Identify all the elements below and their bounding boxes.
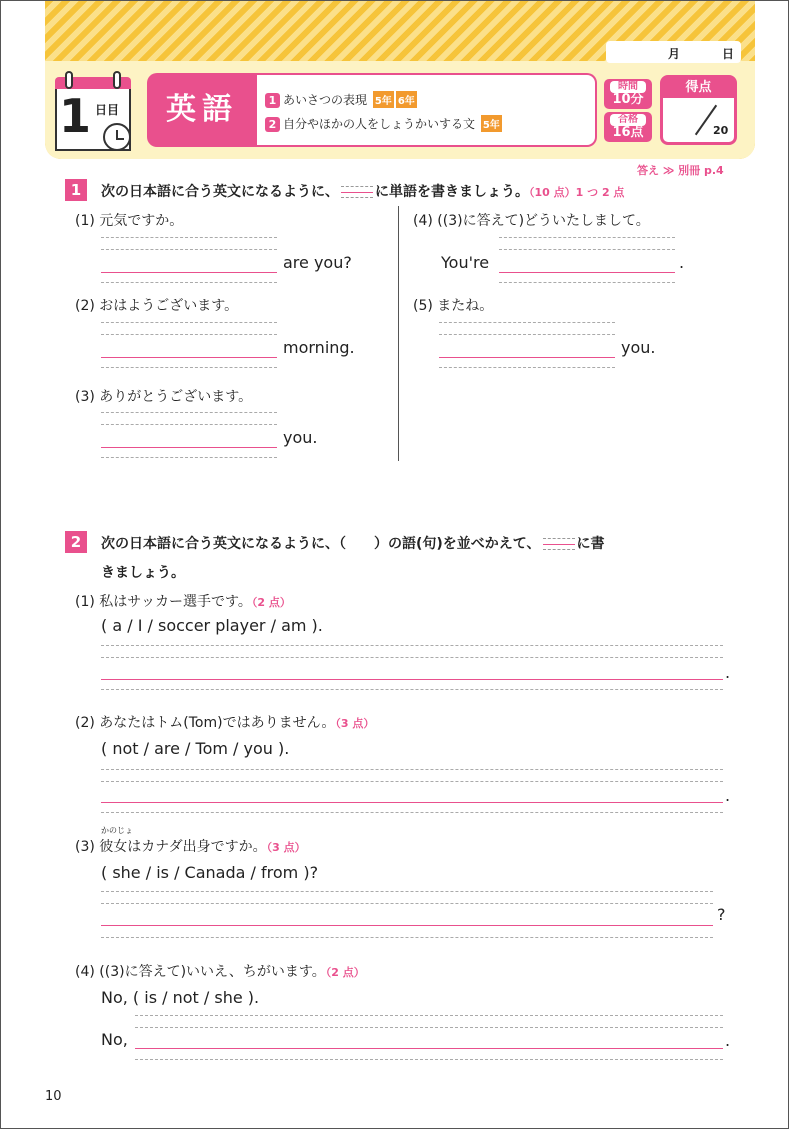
guide-line xyxy=(101,781,723,782)
answer-line[interactable] xyxy=(101,447,277,448)
guide-line xyxy=(101,322,277,323)
subject-title: 英語 xyxy=(147,73,257,147)
question-instruction xyxy=(101,181,624,201)
guide-line xyxy=(101,769,723,770)
guide-line xyxy=(439,334,615,335)
pass-value: 16点 xyxy=(612,125,644,140)
item-label: (4) ((3)に答えて)どういたしまして。 xyxy=(413,213,650,229)
page-number: 10 xyxy=(45,1089,62,1104)
topic-item xyxy=(265,115,502,132)
sentence-prefix: No, xyxy=(101,1030,128,1049)
guide-line xyxy=(101,812,723,813)
answer-line[interactable] xyxy=(101,925,713,926)
topic-number: 2 xyxy=(265,117,280,132)
blank-icon xyxy=(543,538,575,550)
score-box[interactable] xyxy=(660,75,737,145)
answer-reference: 答え ≫ 別冊 p.4 xyxy=(637,164,724,177)
guide-line xyxy=(101,237,277,238)
score-total: 20 xyxy=(713,124,729,137)
sentence-suffix: you. xyxy=(283,428,318,447)
question-number: 2 xyxy=(65,531,87,553)
item-label: (2) おはようございます。 xyxy=(75,298,239,314)
answer-line[interactable] xyxy=(135,1048,723,1049)
topic-text: 自分やほかの人をしょうかいする文 xyxy=(283,117,476,131)
guide-line xyxy=(101,367,277,368)
item-text: (1) 私はサッカー選手です。 xyxy=(75,594,252,610)
grade-badge: 5年 xyxy=(373,91,394,108)
instruction-text: に単語を書きましょう。 xyxy=(375,184,529,200)
calendar-ring xyxy=(65,71,73,89)
guide-line xyxy=(101,689,723,690)
sentence-end: . xyxy=(725,786,731,805)
question-number: 1 xyxy=(65,179,87,201)
guide-line xyxy=(499,237,675,238)
item-text: (3) 彼女はカナダ出身ですか。 xyxy=(75,839,267,855)
item-label xyxy=(75,591,291,611)
item-label xyxy=(75,712,374,732)
topic-list xyxy=(257,73,597,147)
guide-line xyxy=(135,1027,723,1028)
instruction-text: 次の日本語に合う英文になるように、（ xyxy=(101,536,346,552)
guide-line xyxy=(101,903,713,904)
time-value: 10分 xyxy=(612,92,644,107)
grade-badge: 6年 xyxy=(396,91,417,108)
guide-line xyxy=(101,282,277,283)
guide-line xyxy=(101,657,723,658)
guide-line xyxy=(101,424,277,425)
instruction-text: きましょう。 xyxy=(101,565,185,581)
guide-line xyxy=(101,645,723,646)
date-field[interactable] xyxy=(606,41,741,63)
item-text: (4) ((3)に答えて)いいえ、ちがいます。 xyxy=(75,964,326,980)
sentence-suffix: morning. xyxy=(283,338,355,357)
calendar-ring xyxy=(113,71,121,89)
topic-text: あいさつの表現 xyxy=(283,93,368,107)
sentence-end: ? xyxy=(717,905,726,924)
calendar-icon xyxy=(55,71,137,153)
sentence-prefix: You're xyxy=(441,253,490,272)
day-unit: 日目 xyxy=(95,103,120,117)
question-instruction xyxy=(101,533,605,553)
answer-line[interactable] xyxy=(101,802,723,803)
score-label: 得点 xyxy=(663,78,734,98)
time-badge xyxy=(604,79,652,109)
points-label: （3 点） xyxy=(335,717,375,730)
instruction-text: ）の語(句)を並べかえて、 xyxy=(374,536,541,552)
guide-line xyxy=(135,1015,723,1016)
guide-line xyxy=(101,249,277,250)
points-label: （10 点）1 つ 2 点 xyxy=(529,186,625,199)
topic-item xyxy=(265,91,417,108)
sentence-end: . xyxy=(725,1031,731,1050)
time-pass-info xyxy=(604,79,652,141)
pass-badge xyxy=(604,112,652,142)
guide-line xyxy=(135,1059,723,1060)
answer-line[interactable] xyxy=(101,272,277,273)
guide-line xyxy=(499,282,675,283)
month-label: 月 xyxy=(668,47,681,61)
guide-line xyxy=(499,249,675,250)
answer-line[interactable] xyxy=(499,272,675,273)
points-label: （2 点） xyxy=(251,596,291,609)
sentence-suffix: you. xyxy=(621,338,656,357)
blank-icon xyxy=(341,186,373,198)
item-label: (3) ありがとうございます。 xyxy=(75,389,253,405)
points-label: （2 点） xyxy=(325,966,365,979)
guide-line xyxy=(101,937,713,938)
ruby-text: かのじょ xyxy=(101,826,133,835)
item-text: (2) あなたはトム(Tom)ではありません。 xyxy=(75,715,336,731)
word-list: ( she / is / Canada / from )? xyxy=(101,863,319,882)
item-label xyxy=(75,836,306,856)
points-label: （3 点） xyxy=(266,841,306,854)
sentence-suffix: . xyxy=(679,253,685,272)
word-list: ( a / I / soccer player / am ). xyxy=(101,616,323,635)
guide-line xyxy=(439,367,615,368)
word-list: No, ( is / not / she ). xyxy=(101,988,260,1007)
answer-line[interactable] xyxy=(439,357,615,358)
guide-line xyxy=(439,322,615,323)
column-divider xyxy=(398,206,399,461)
guide-line xyxy=(101,891,713,892)
grade-badge: 5年 xyxy=(481,115,502,132)
guide-line xyxy=(101,457,277,458)
day-number: 1 xyxy=(59,89,92,143)
item-label xyxy=(75,961,365,981)
pass-label: 合格 xyxy=(610,114,646,126)
sentence-end: . xyxy=(725,663,731,682)
clock-icon xyxy=(103,123,131,151)
answer-line[interactable] xyxy=(101,357,277,358)
topic-number: 1 xyxy=(265,93,280,108)
instruction-text: に書 xyxy=(576,536,605,552)
time-label: 時間 xyxy=(610,81,646,93)
answer-line[interactable] xyxy=(101,679,723,680)
guide-line xyxy=(101,334,277,335)
item-label: (1) 元気ですか。 xyxy=(75,213,184,229)
word-list: ( not / are / Tom / you ). xyxy=(101,739,290,758)
instruction-text: 次の日本語に合う英文になるように、 xyxy=(101,184,339,200)
item-label: (5) またね。 xyxy=(413,298,494,314)
day-label: 日 xyxy=(722,47,735,61)
sentence-suffix: are you? xyxy=(283,253,352,272)
guide-line xyxy=(101,412,277,413)
